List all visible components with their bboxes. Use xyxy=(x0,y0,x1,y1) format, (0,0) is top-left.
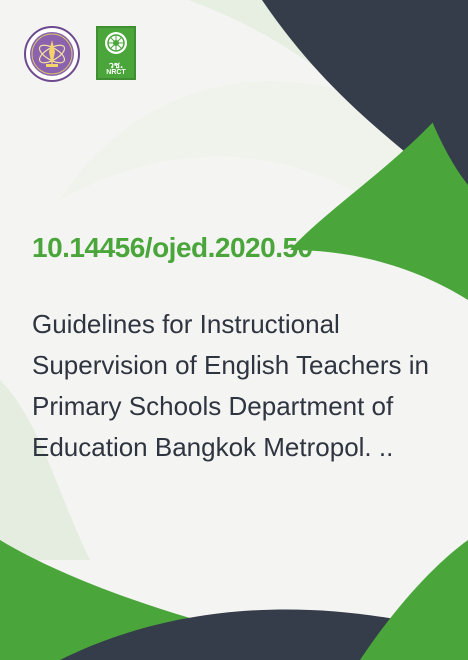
university-emblem-logo xyxy=(24,26,80,82)
doi-heading: 10.14456/ojed.2020.50 xyxy=(32,232,313,263)
green-arc-bottom-right xyxy=(360,540,468,660)
nrct-logo xyxy=(96,26,136,80)
document-title: Guidelines for Instructional Supervision of English Teachers in Primary Schools Department of Education Bangkok Metropol. .. xyxy=(32,309,429,462)
wheel-emblem-icon xyxy=(98,29,134,59)
nrct-thai-abbr: วช. xyxy=(108,61,124,71)
nrct-abbr: NRCT xyxy=(106,69,126,76)
